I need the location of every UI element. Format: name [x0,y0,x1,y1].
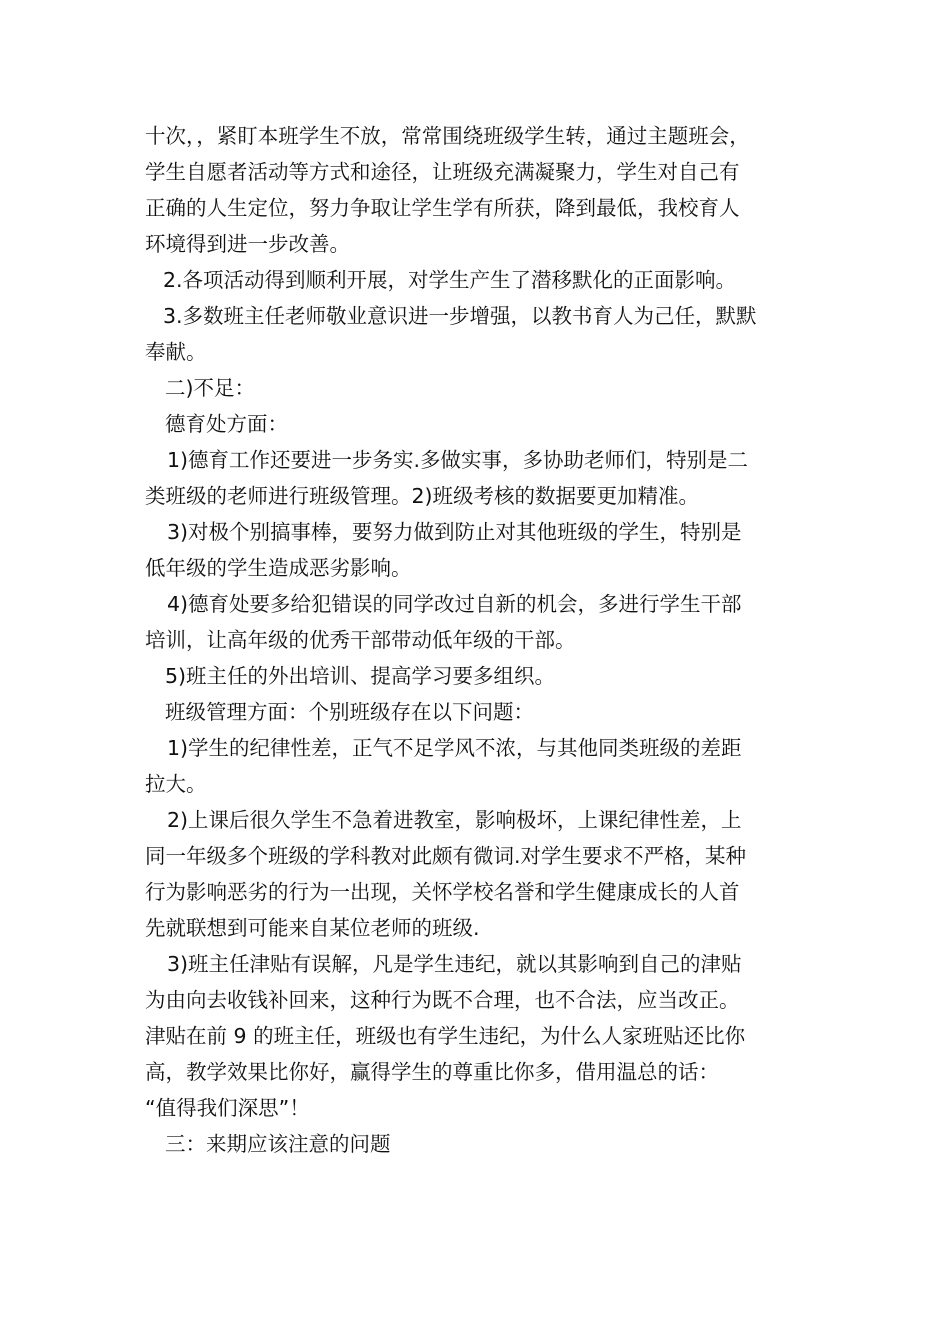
text-line: 津贴在前 9 的班主任，班级也有学生违纪，为什么人家班贴还比你 [145,1024,746,1048]
text-line: 奉献。 [145,340,207,364]
text-line: 4)德育处要多给犯错误的同学改过自新的机会，多进行学生干部 [167,592,742,616]
text-line: 2.各项活动得到顺利开展，对学生产生了潜移默化的正面影响。 [163,268,737,292]
text-line: 拉大。 [145,772,207,796]
text-line: 5)班主任的外出培训、提高学习要多组织。 [165,664,556,688]
text-line: 高，教学效果比你好，赢得学生的尊重比你多，借用温总的话： [145,1060,719,1084]
text-line: 类班级的老师进行班级管理。2)班级考核的数据要更加精准。 [145,484,700,508]
text-line: 1)学生的纪律性差，正气不足学风不浓，与其他同类班级的差距 [167,736,742,760]
text-line: 为由向去收钱补回来，这种行为既不合理，也不合法，应当改正。 [145,988,740,1012]
text-line: 学生自愿者活动等方式和途径，让班级充满凝聚力，学生对自己有 [145,160,740,184]
text-line: 先就联想到可能来自某位老师的班级. [145,916,480,940]
text-line: 3)班主任津贴有误解，凡是学生违纪，就以其影响到自己的津贴 [167,952,742,976]
text-line: 行为影响恶劣的行为一出现，关怀学校名誉和学生健康成长的人首 [145,880,740,904]
text-line: 低年级的学生造成恶劣影响。 [145,556,412,580]
subsection-heading: 德育处方面： [165,412,288,436]
text-line: 十次，，紧盯本班学生不放，常常围绕班级学生转，通过主题班会， [145,124,750,148]
text-line: 同一年级多个班级的学科教对此颇有微词.对学生要求不严格，某种 [145,844,747,868]
document-body [145,118,815,1162]
text-line: 1)德育工作还要进一步务实.多做实事，多协助老师们，特别是二 [167,448,749,472]
section-heading: 三：来期应该注意的问题 [165,1132,391,1156]
text-line: 正确的人生定位，努力争取让学生学有所获，降到最低，我校育人 [145,196,740,220]
text-line: 环境得到进一步改善。 [145,232,350,256]
text-line: 培训，让高年级的优秀干部带动低年级的干部。 [145,628,576,652]
text-line: 2)上课后很久学生不急着进教室，影响极坏，上课纪律性差，上 [167,808,742,832]
text-line: 3.多数班主任老师敬业意识进一步增强，以教书育人为己任，默默 [163,304,757,328]
section-heading: 二)不足： [165,376,255,400]
subsection-heading: 班级管理方面：个别班级存在以下问题： [165,700,534,724]
text-line: “值得我们深思”！ [145,1096,310,1120]
text-line: 3)对极个别搞事棒，要努力做到防止对其他班级的学生，特别是 [167,520,742,544]
